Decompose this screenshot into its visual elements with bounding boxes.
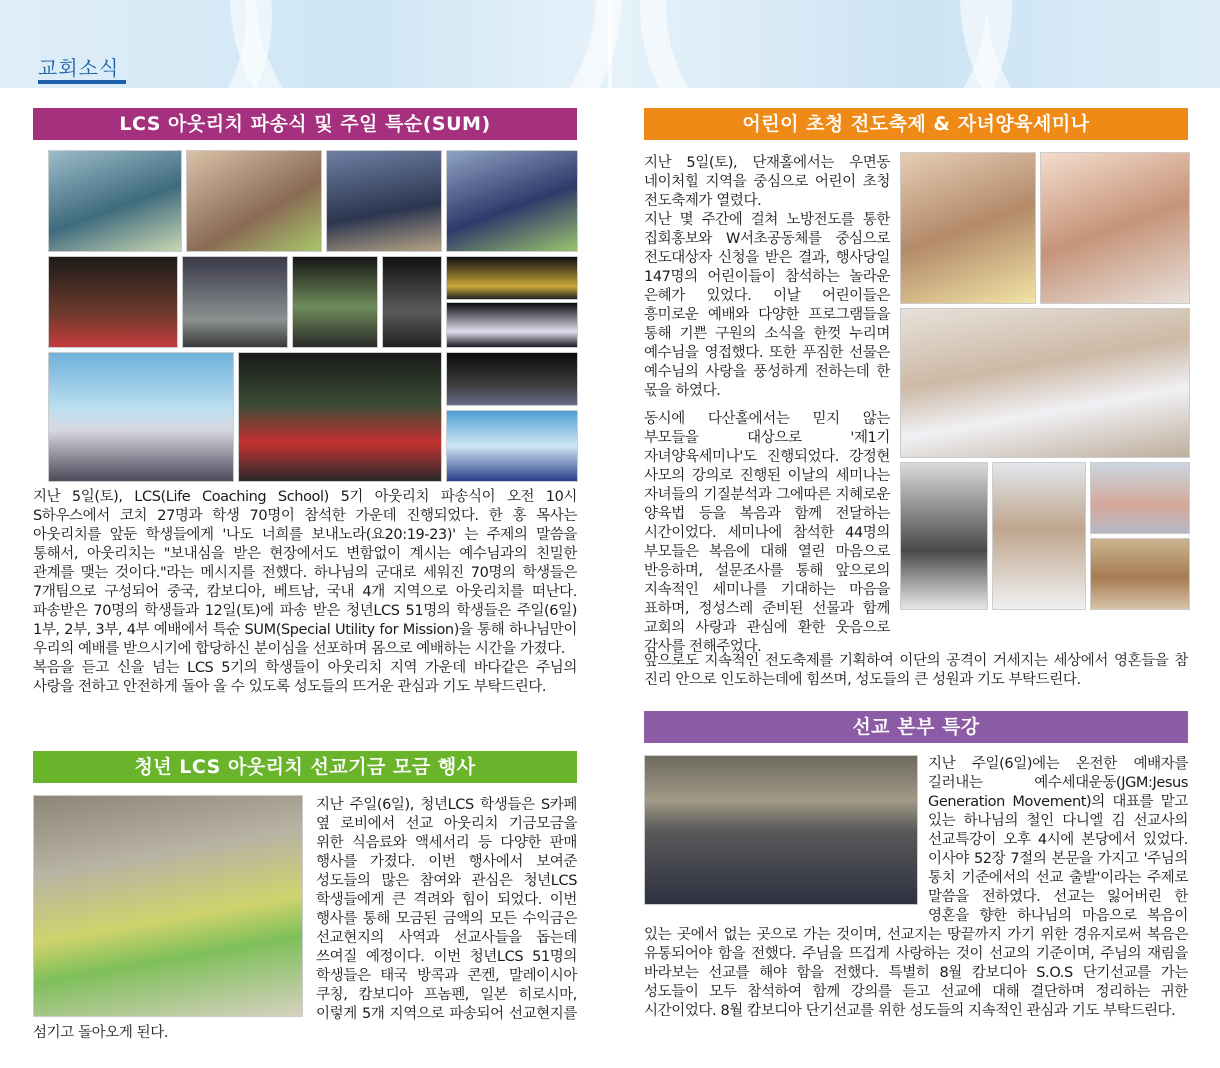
paragraph: 지난 5일(토), LCS(Life Coaching School) 5기 아웃리치 파송식이 오전 10시 S하우스에서 코치 27명과 학생 70명이 참석한 가운데 진행되었다. 한 홍 목사는 아웃리치를 앞둔 학생들에게 '나도 너희를 보내노라(요20:19-23)' 는 주제의 말씀을 통해서, 아웃리치는 "보내심을 받은 현장에서도 변함없이 계시는 예수님과의 친밀한 관계를 맺는 것이다."라는 메시지를 전했다. 하나님의 군대로 세워진 70명의 학생들은 7개팀으로 구성되어 중국, 캄보디아, 베트남, 국내 4개 지역으로 아웃리치를 떠난다. 파송받은 70명의 학생들과 12일(토)에 파송 받은 청년LCS 51명의 학생들은 주일(6일) 1부, 2부, 3부, 4부 예배에서 특순 SUM(Special Utility for Mission)을 통해 하나님만이 우리의 예배를 받으시기에 합당하신 분이심을 선포하며 몸으로 예배하는 시간을 가졌다.	[33, 489, 577, 657]
photo-children-1	[900, 152, 1036, 304]
article-mission-body	[644, 755, 1188, 1021]
photo-seminar-1	[900, 462, 988, 610]
article-children-title: 어린이 초청 전도축제 & 자녀양육세미나	[644, 108, 1188, 140]
section-label-underline	[38, 80, 126, 84]
photo-worship-2	[238, 352, 442, 482]
article-sum-body	[33, 488, 577, 697]
photo-stage-4	[382, 256, 442, 348]
paragraph: 지난 5일(토), 단재홀에서는 우면동 네이처힐 지역을 중심으로 어린이 초청 전도축제가 열렸다.	[644, 155, 890, 209]
photo-stage-6	[446, 302, 578, 348]
photo-worship-4	[446, 410, 578, 482]
wrap-spacer	[33, 796, 316, 1021]
paragraph: 지난 주일(6일)에는 온전한 예배자를 길러내는 예수세대운동(JGM:Jesus Generation Movement)의 대표를 맡고 있는 하나님의 철인 다니엘 김 선교사의 선교특강이 오후 4시에 본당에서 있었다. 이사야 52장 7절의 본문을 가지고 '주님의 통치 기준에서의 선교 출발'이라는 주제로 말씀을 전하였다. 선교는 잃어버린 한 영혼을 향한 하나님의 마음으로 복음이 있는 곳에서 없는 곳으로 가는 것이며, 선교지는 땅끝까지 가기 위한 경유지로써 복음은 유통되어야 함을 전했다. 주님을 뜨겁게 사랑하는 것이 선교의 기준이며, 주님의 재림을 바라보는 선교를 해야 함을 전했다. 특별히 8월 캄보디아 S.O.S 단기선교를 가는 성도들이 모두 참석하여 함께 강의를 듣고 선교에 대해 결단하며 정리하는 귀한 시간이었다. 8월 캄보디아 단기선교를 위한 성도들의 지속적인 관심과 기도 부탁드린다.	[644, 756, 1188, 1019]
photo-stage-1	[48, 256, 178, 348]
photo-commissioning-4	[446, 150, 578, 252]
paragraph: 지난 주일(6일), 청년LCS 학생들은 S카페 옆 로비에서 선교 아웃리치 기금모금을 위한 식음료와 액세서리 등 다양한 판매 행사를 가졌다. 이번 행사에서 보여준 성도들의 많은 참여와 관심은 청년LCS 학생들에게 큰 격려와 힘이 되었다. 이번 행사를 통해 모금된 금액의 모든 수익금은 선교현지의 사역과 선교사들을 돕는데 쓰여질 예정이다. 이번 청년LCS 51명의 학생들은 태국 방콕과 콘켄, 말레이시아 쿠칭, 캄보디아 프놈펜, 일본 히로시마, 이렇게 5개 지역으로 파송되어 선교현지를 섬기고 돌아오게 된다.	[33, 797, 577, 1041]
photo-worship-3	[446, 352, 578, 406]
article-children-body-bottom	[644, 410, 890, 657]
paragraph: 동시에 다산홀에서는 믿지 않는 부모들을 대상으로 '제1기 자녀양육세미나'도 진행되었다. 강정현 사모의 강의로 진행된 이날의 세미나는 자녀들의 기질분석과 그에따른 지혜로운 양육법 등을 복음과 함께 전달하는 시간이었다. 세미나에 참석한 44명의 부모들은 복음에 대해 열린 마음으로 반응하며, 설문조사를 통해 앞으로의 지속적인 세미나를 기대하는 마음을 표하며, 정성스레 준비된 선물과 함께 교회의 사랑과 관심에 환한 웃음으로 감사를 전해주었다.	[644, 411, 890, 655]
photo-children-2	[1040, 152, 1190, 304]
article-fundraiser-title: 청년 LCS 아웃리치 선교기금 모금 행사	[33, 751, 577, 783]
top-decorative-band	[0, 0, 1220, 88]
paragraph: 앞으로도 지속적인 전도축제를 기획하여 이단의 공격이 거세지는 세상에서 영혼들을 참 진리 안으로 인도하는데에 힘쓰며, 성도들의 큰 성원과 기도 부탁드린다.	[644, 653, 1188, 688]
article-children-body-top	[644, 154, 890, 401]
article-sum-title: LCS 아웃리치 파송식 및 주일 특순(SUM)	[33, 108, 577, 140]
photo-stage-2	[182, 256, 288, 348]
photo-seminar-4	[1090, 538, 1190, 610]
photo-stage-3	[292, 256, 378, 348]
page-fold	[608, 0, 612, 88]
photo-commissioning-3	[326, 150, 442, 252]
photo-stage-5	[446, 256, 578, 300]
photo-seminar-3	[1090, 462, 1190, 534]
photo-commissioning-2	[186, 150, 322, 252]
photo-seminar-2	[992, 462, 1086, 610]
article-mission-title: 선교 본부 특강	[644, 711, 1188, 743]
wrap-spacer	[644, 755, 928, 909]
photo-worship-1	[48, 352, 234, 482]
paragraph: 지난 몇 주간에 걸쳐 노방전도를 통한 집회홍보와 W서초공동체를 중심으로 전도대상자 신청을 받은 결과, 행사당일 147명의 어린이들이 참석하는 놀라운 은혜가 있었다. 이날 어린이들은 흥미로운 예배와 다양한 프로그램들을 통해 기쁜 구원의 소식을 한껏 누리며 예수님을 영접했다. 또한 푸짐한 선물은 예수님의 사랑을 풍성하게 전하는데 한 몫을 하였다.	[644, 212, 890, 399]
paragraph: 복음을 듣고 신을 넘는 LCS 5기의 학생들이 아웃리치 지역 가운데 바다같은 주님의 사랑을 전하고 안전하게 돌아 올 수 있도록 성도들의 뜨거운 관심과 기도 부탁드린다.	[33, 660, 577, 695]
section-label: 교회소식	[38, 56, 120, 80]
photo-commissioning-1	[48, 150, 182, 252]
article-children-body-closing	[644, 652, 1188, 690]
article-fundraiser-body	[33, 796, 577, 1043]
photo-seminar-speaker	[900, 308, 1190, 458]
